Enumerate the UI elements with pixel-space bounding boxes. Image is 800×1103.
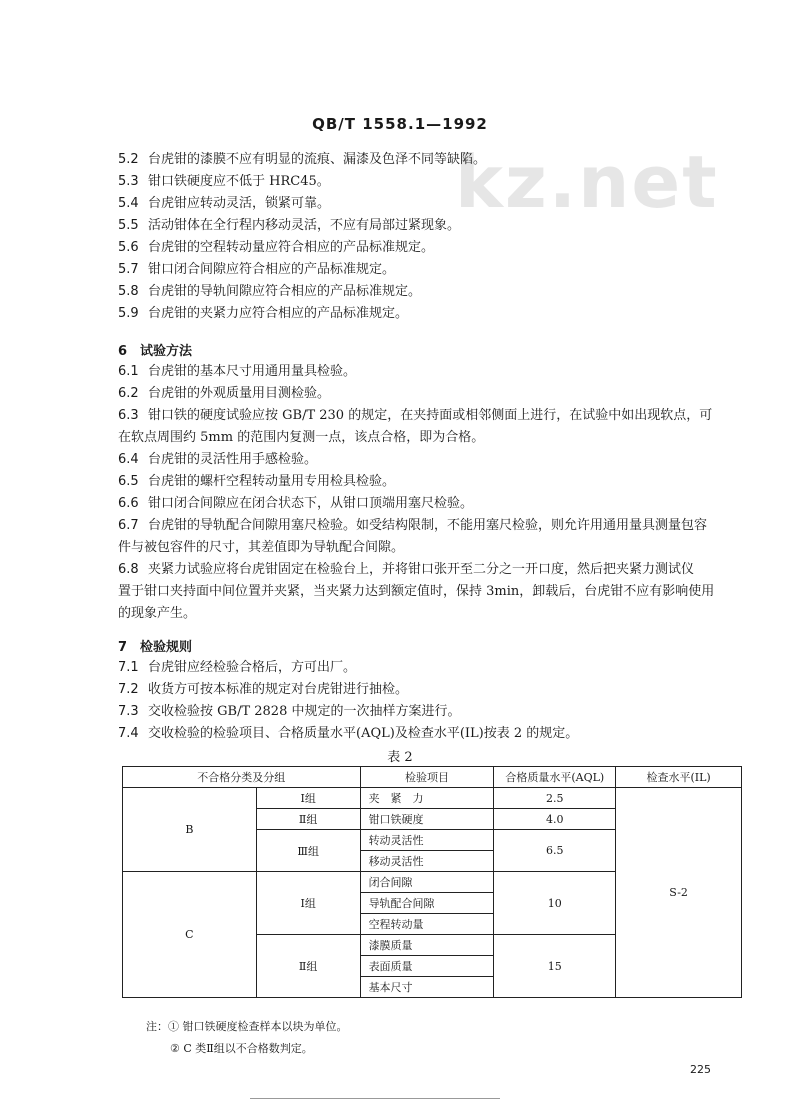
clause-6-7: 6.7 台虎钳的导轨配合间隙用塞尺检验。如受结构限制，不能用塞尺检验，则允许用通用量具测量包容	[118, 518, 708, 533]
item-cell: 夹 紧 力	[360, 788, 494, 809]
table-note-1: 注：① 钳口铁硬度检查样本以块为单位。	[146, 1020, 348, 1033]
table-row	[123, 788, 742, 809]
class-b-cell: B	[123, 788, 257, 872]
header-il: 检查水平(IL)	[616, 767, 742, 788]
header-aql: 合格质量水平(AQL)	[494, 767, 616, 788]
clause-6-3-cont: 在软点周围约 5mm 的范围内复测一点，该点合格，即为合格。	[118, 430, 485, 445]
clause-6-7-cont: 件与被包容件的尺寸，其差值即为导轨配合间隙。	[118, 540, 405, 555]
section-6-heading: 6 试验方法	[118, 344, 193, 359]
clause-6-8: 6.8 夹紧力试验应将台虎钳固定在检验台上，并将钳口张开至二分之一开口度，然后把夹紧力测试仪	[118, 562, 695, 577]
table-header-row	[123, 767, 742, 788]
watermark: kz.net	[455, 140, 719, 224]
page-number: 225	[690, 1063, 711, 1076]
clause-6-3: 6.3 钳口铁的硬度试验应按 GB/T 230 的规定，在夹持面或相邻侧面上进行，在试验中如出现软点，可	[118, 408, 713, 423]
header-class: 不合格分类及分组	[123, 767, 361, 788]
item-cell: 移动灵活性	[360, 851, 494, 872]
item-cell: 基本尺寸	[360, 977, 494, 998]
clause-5-7: 5.7 钳口闭合间隙应符合相应的产品标准规定。	[118, 262, 396, 277]
clause-6-6: 6.6 钳口闭合间隙应在闭合状态下，从钳口顶端用塞尺检验。	[118, 496, 474, 511]
header-item: 检验项目	[360, 767, 494, 788]
clause-6-5: 6.5 台虎钳的螺杆空程转动量用专用检具检验。	[118, 474, 396, 489]
item-cell: 导轨配合间隙	[360, 893, 494, 914]
aql-cell: 4.0	[494, 809, 616, 830]
group-cell: Ⅰ组	[256, 872, 360, 935]
aql-cell: 15	[494, 935, 616, 998]
standard-header: QB/T 1558.1—1992	[312, 115, 488, 133]
item-cell: 钳口铁硬度	[360, 809, 494, 830]
aql-cell: 6.5	[494, 830, 616, 872]
clause-6-4: 6.4 台虎钳的灵活性用手感检验。	[118, 452, 318, 467]
footer-rule	[250, 1098, 500, 1099]
clause-7-2: 7.2 收货方可按本标准的规定对台虎钳进行抽检。	[118, 682, 409, 697]
group-cell: Ⅲ组	[256, 830, 360, 872]
clause-6-8-cont: 置于钳口夹持面中间位置并夹紧，当夹紧力达到额定值时，保持 3min，卸载后，台虎钳不应有影响使用	[118, 584, 715, 599]
clause-6-1: 6.1 台虎钳的基本尺寸用通用量具检验。	[118, 364, 357, 379]
item-cell: 闭合间隙	[360, 872, 494, 893]
item-cell: 表面质量	[360, 956, 494, 977]
clause-5-8: 5.8 台虎钳的导轨间隙应符合相应的产品标准规定。	[118, 284, 422, 299]
class-c-cell: C	[123, 872, 257, 998]
clause-6-8-cont2: 的现象产生。	[118, 606, 197, 621]
clause-5-9: 5.9 台虎钳的夹紧力应符合相应的产品标准规定。	[118, 306, 409, 321]
clause-7-4: 7.4 交收检验的检验项目、合格质量水平(AQL)及检查水平(IL)按表 2 的规定。	[118, 726, 579, 741]
inspection-table	[122, 766, 742, 998]
table-caption: 表 2	[387, 750, 413, 765]
group-cell: Ⅱ组	[256, 809, 360, 830]
clause-7-3: 7.3 交收检验按 GB/T 2828 中规定的一次抽样方案进行。	[118, 704, 461, 719]
item-cell: 转动灵活性	[360, 830, 494, 851]
aql-cell: 10	[494, 872, 616, 935]
clause-5-2: 5.2 台虎钳的漆膜不应有明显的流痕、漏漆及色泽不同等缺陷。	[118, 152, 487, 167]
clause-5-3: 5.3 钳口铁硬度应不低于 HRC45。	[118, 174, 330, 189]
item-cell: 空程转动量	[360, 914, 494, 935]
section-7-heading: 7 检验规则	[118, 640, 193, 655]
item-cell: 漆膜质量	[360, 935, 494, 956]
clause-5-5: 5.5 活动钳体在全行程内移动灵活，不应有局部过紧现象。	[118, 218, 461, 233]
clause-5-4: 5.4 台虎钳应转动灵活，锁紧可靠。	[118, 196, 331, 211]
table-note-2: ② C 类Ⅱ组以不合格数判定。	[170, 1042, 313, 1055]
aql-cell: 2.5	[494, 788, 616, 809]
clause-6-2: 6.2 台虎钳的外观质量用目测检验。	[118, 386, 331, 401]
group-cell: Ⅰ组	[256, 788, 360, 809]
il-cell: S-2	[616, 788, 742, 998]
clause-5-6: 5.6 台虎钳的空程转动量应符合相应的产品标准规定。	[118, 240, 435, 255]
clause-7-1: 7.1 台虎钳应经检验合格后，方可出厂。	[118, 660, 357, 675]
group-cell: Ⅱ组	[256, 935, 360, 998]
